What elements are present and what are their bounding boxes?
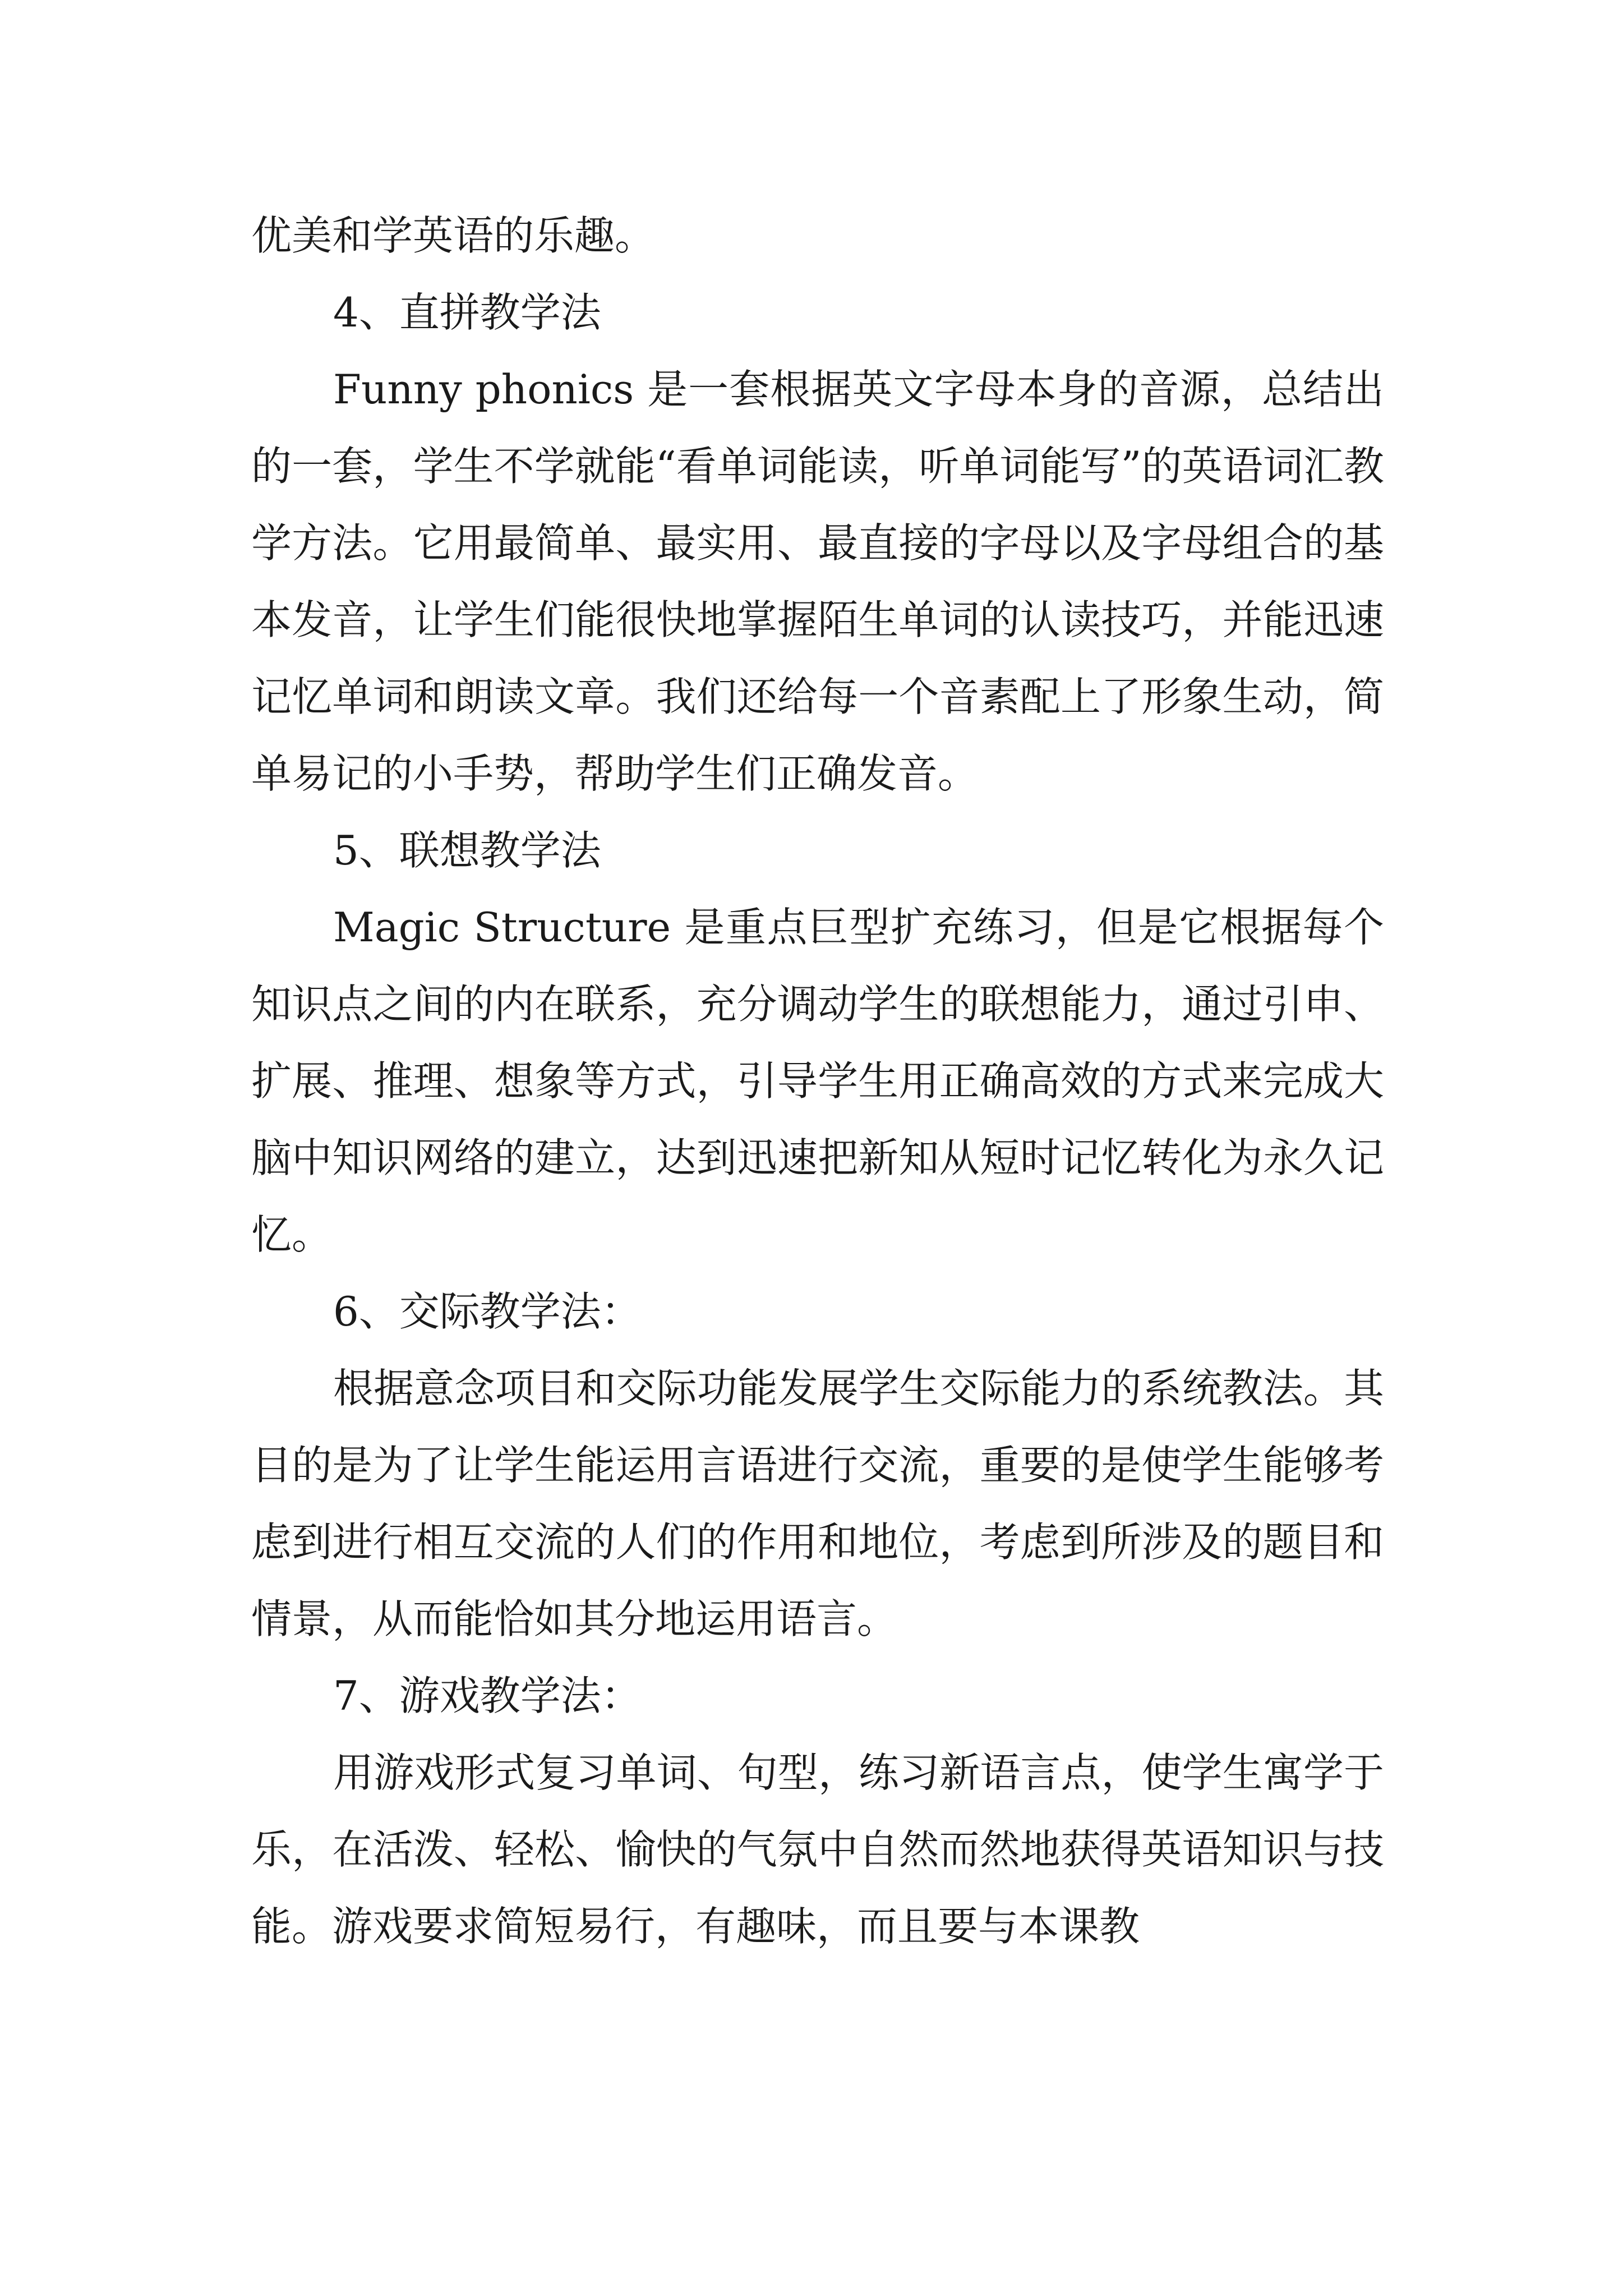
paragraph-communicative: 根据意念项目和交际功能发展学生交际能力的系统教法。其目的是为了让学生能运用言语进行交流，重要的是使学生能够考虑到进行相互交流的人们的作用和地位，考虑到所涉及的题目和情景，从而能恰如其分地运用语言。 [251,1365,1384,1642]
paragraph-continuation: 优美和学英语的乐趣。 [251,212,656,259]
heading-direct-phonics-method: 4、直拼教学法 [333,289,601,336]
heading-communicative-method: 6、交际教学法： [333,1288,642,1335]
document-body [251,197,1384,1965]
heading-association-method: 5、联想教学法 [333,827,601,874]
paragraph-magic-structure: Magic Structure 是重点巨型扩充练习，但是它根据每个知识点之间的内在联系，充分调动学生的联想能力，通过引申、扩展、推理、想象等方式，引导学生用正确高效的方式来完成大脑中知识网络的建立，达到迅速把新知从短时记忆转化为永久记忆。 [251,904,1384,1258]
paragraph-funny-phonics: Funny phonics 是一套根据英文字母本身的音源，总结出的一套，学生不学就能“看单词能读，听单词能写”的英语词汇教学方法。它用最简单、最实用、最直接的字母以及字母组合的基本发音，让学生们能很快地掌握陌生单词的认读技巧，并能迅速记忆单词和朗读文章。我们还给每一个音素配上了形象生动，简单易记的小手势，帮助学生们正确发音。 [251,366,1384,797]
paragraph-game: 用游戏形式复习单词、句型，练习新语言点，使学生寓学于乐，在活泼、轻松、愉快的气氛中自然而然地获得英语知识与技能。游戏要求简短易行，有趣味，而且要与本课教 [251,1749,1384,1950]
heading-game-method: 7、游戏教学法： [333,1672,642,1719]
